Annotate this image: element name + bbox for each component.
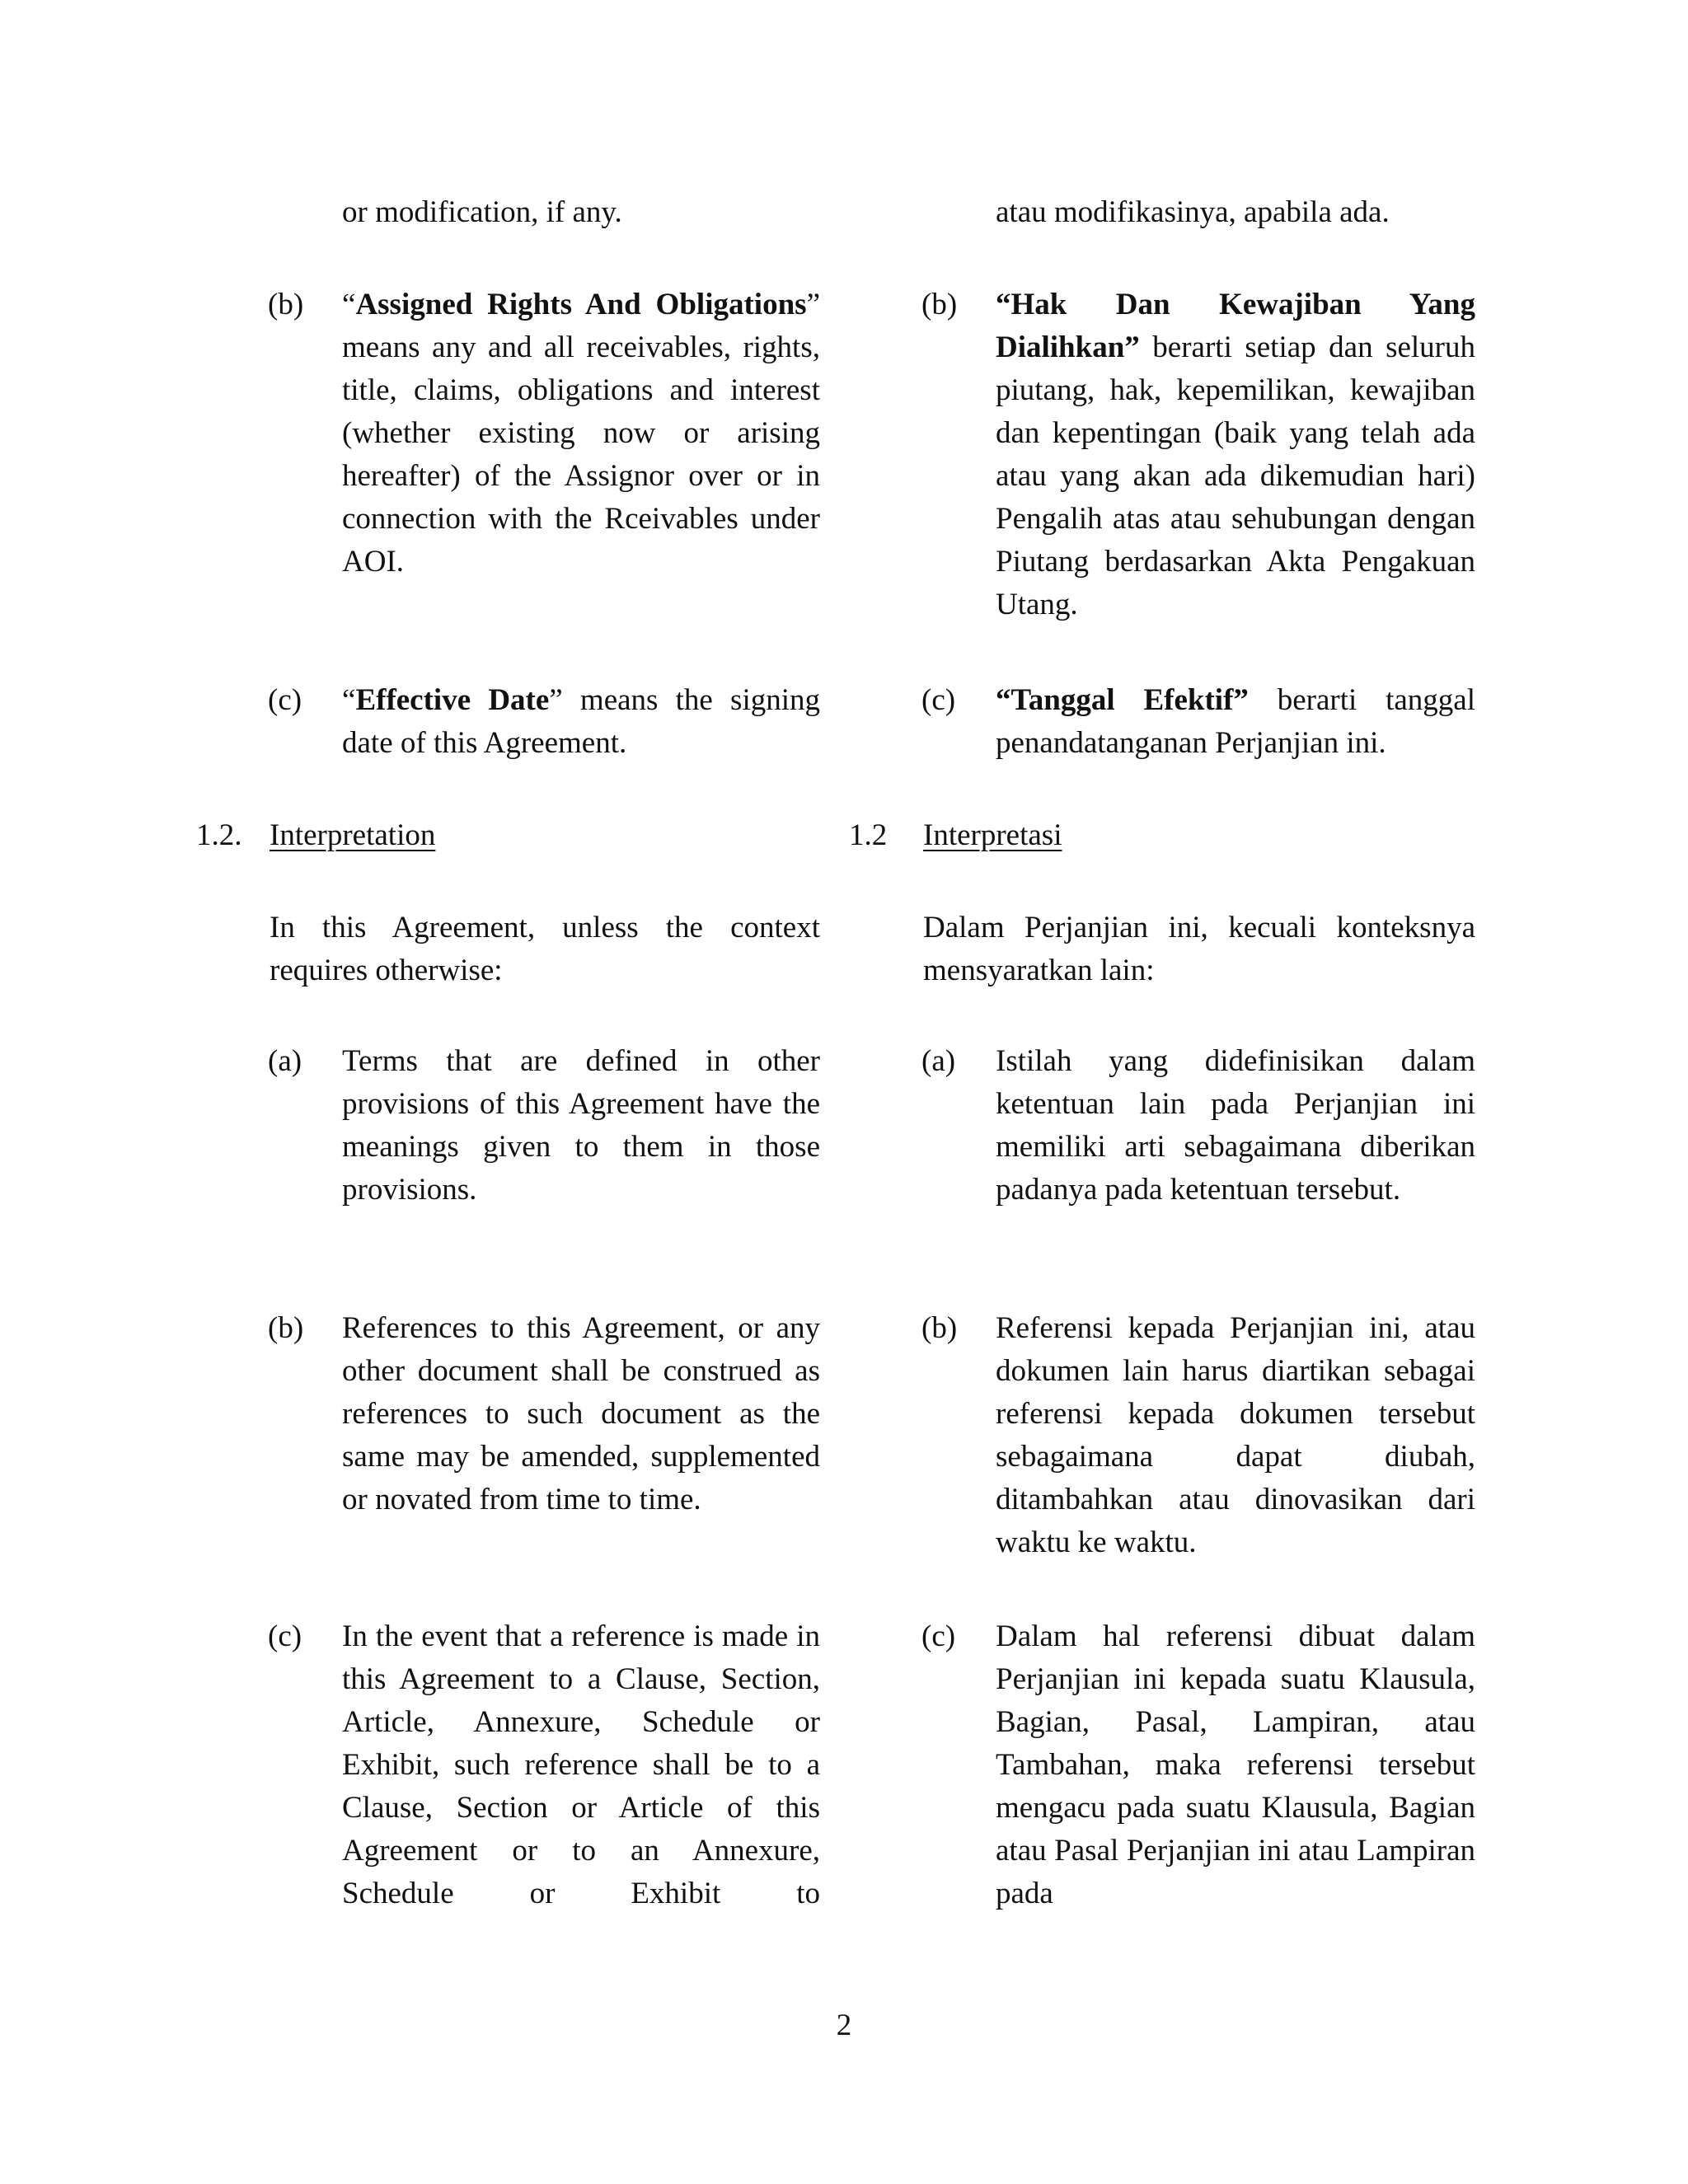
english-intro-text: In this Agreement, unless the context requires otherwise:	[270, 911, 820, 987]
english-definition-b-text	[342, 284, 820, 583]
page-number: 2	[836, 2008, 852, 2042]
indonesian-section-title: Interpretasi	[923, 818, 1062, 852]
english-section-title: Interpretation	[270, 818, 436, 852]
indonesian-definition-b-label: (b)	[921, 288, 958, 321]
english-definition-b-label: (b)	[268, 288, 304, 321]
indonesian-item-c-text: Dalam hal referensi dibuat dalam Perjanjian ini kepada suatu Klausula, Bagian, Pasal, Lampiran, atau Tambahan, maka referensi tersebut mengacu pada suatu Klausula, Bagian atau Pasal Perjanjian ini atau Lampiran pada	[996, 1619, 1475, 1910]
english-definition-b-open-quote: “	[342, 288, 356, 321]
english-item-c-label: (c)	[268, 1619, 302, 1653]
indonesian-intro-text: Dalam Perjanjian ini, kecuali konteksnya mensyaratkan lain:	[923, 911, 1475, 987]
indonesian-item-c-label: (c)	[921, 1619, 956, 1653]
english-definition-c-body: means the signing date of this Agreement.	[342, 683, 821, 760]
english-item-a-text: Terms that are defined in other provisions of this Agreement have the meanings given to them in those provisions.	[342, 1044, 820, 1207]
english-item-c-text: In the event that a reference is made in this Agreement to a Clause, Section, Article, Annexure, Schedule or Exhibit, such reference shall be to a Clause, Section or Article of this Agreement or to an Annexure, Schedule or Exhibit to	[342, 1619, 820, 1910]
indonesian-definition-c-term: “Tanggal Efektif”	[996, 683, 1249, 717]
english-item-b-label: (b)	[268, 1311, 304, 1345]
indonesian-section-number: 1.2	[849, 818, 888, 852]
english-definition-b-term: Assigned Rights And Obligations	[355, 288, 807, 321]
english-definition-c-term: Effective Date	[355, 683, 550, 717]
indonesian-definition-c-text	[996, 679, 1475, 765]
english-definition-b-close-quote: ”	[806, 288, 820, 321]
english-definition-b-body: means any and all receivables, rights, title, claims, obligations and interest (whether existing now or arising hereafter) of the Assignor over or in connection with the Rceivables under AOI.	[342, 330, 820, 579]
indonesian-item-a-text: Istilah yang didefinisikan dalam ketentuan lain pada Perjanjian ini memiliki arti sebagaimana diberikan padanya pada ketentuan tersebut.	[996, 1044, 1475, 1207]
indonesian-definition-c-body: berarti tanggal penandatanganan Perjanjian ini.	[996, 683, 1475, 760]
english-definition-c-open-quote: “	[342, 683, 356, 717]
english-item-b-text: References to this Agreement, or any other document shall be construed as references to such document as the same may be amended, supplemented or novated from time to time.	[342, 1311, 820, 1516]
english-definition-c-text	[342, 679, 820, 765]
indonesian-definition-b-text	[996, 284, 1475, 626]
english-definition-c-label: (c)	[268, 683, 302, 717]
indonesian-definition-b-term: “Hak Dan Kewajiban Yang Dialihkan”	[996, 288, 1475, 364]
indonesian-carry-over-text: atau modifikasinya, apabila ada.	[996, 195, 1390, 229]
english-item-a-label: (a)	[268, 1044, 302, 1078]
english-carry-over-text: or modification, if any.	[342, 195, 622, 229]
english-definition-c-close-quote: ”	[549, 683, 563, 717]
indonesian-definition-c-label: (c)	[921, 683, 956, 717]
indonesian-item-a-label: (a)	[921, 1044, 956, 1078]
indonesian-item-b-text: Referensi kepada Perjanjian ini, atau dokumen lain harus diartikan sebagai referensi kepada dokumen tersebut sebagaimana dapat diubah, ditambahkan atau dinovasikan dari waktu ke waktu.	[996, 1311, 1475, 1559]
indonesian-item-b-label: (b)	[921, 1311, 958, 1345]
english-section-number: 1.2.	[196, 818, 242, 852]
indonesian-definition-b-body: berarti setiap dan seluruh piutang, hak, kepemilikan, kewajiban dan kepentingan (baik yang telah ada atau yang akan ada dikemudian hari) Pengalih atas atau sehubungan dengan Piutang berdasarkan Akta Pengakuan Utang.	[996, 330, 1475, 621]
